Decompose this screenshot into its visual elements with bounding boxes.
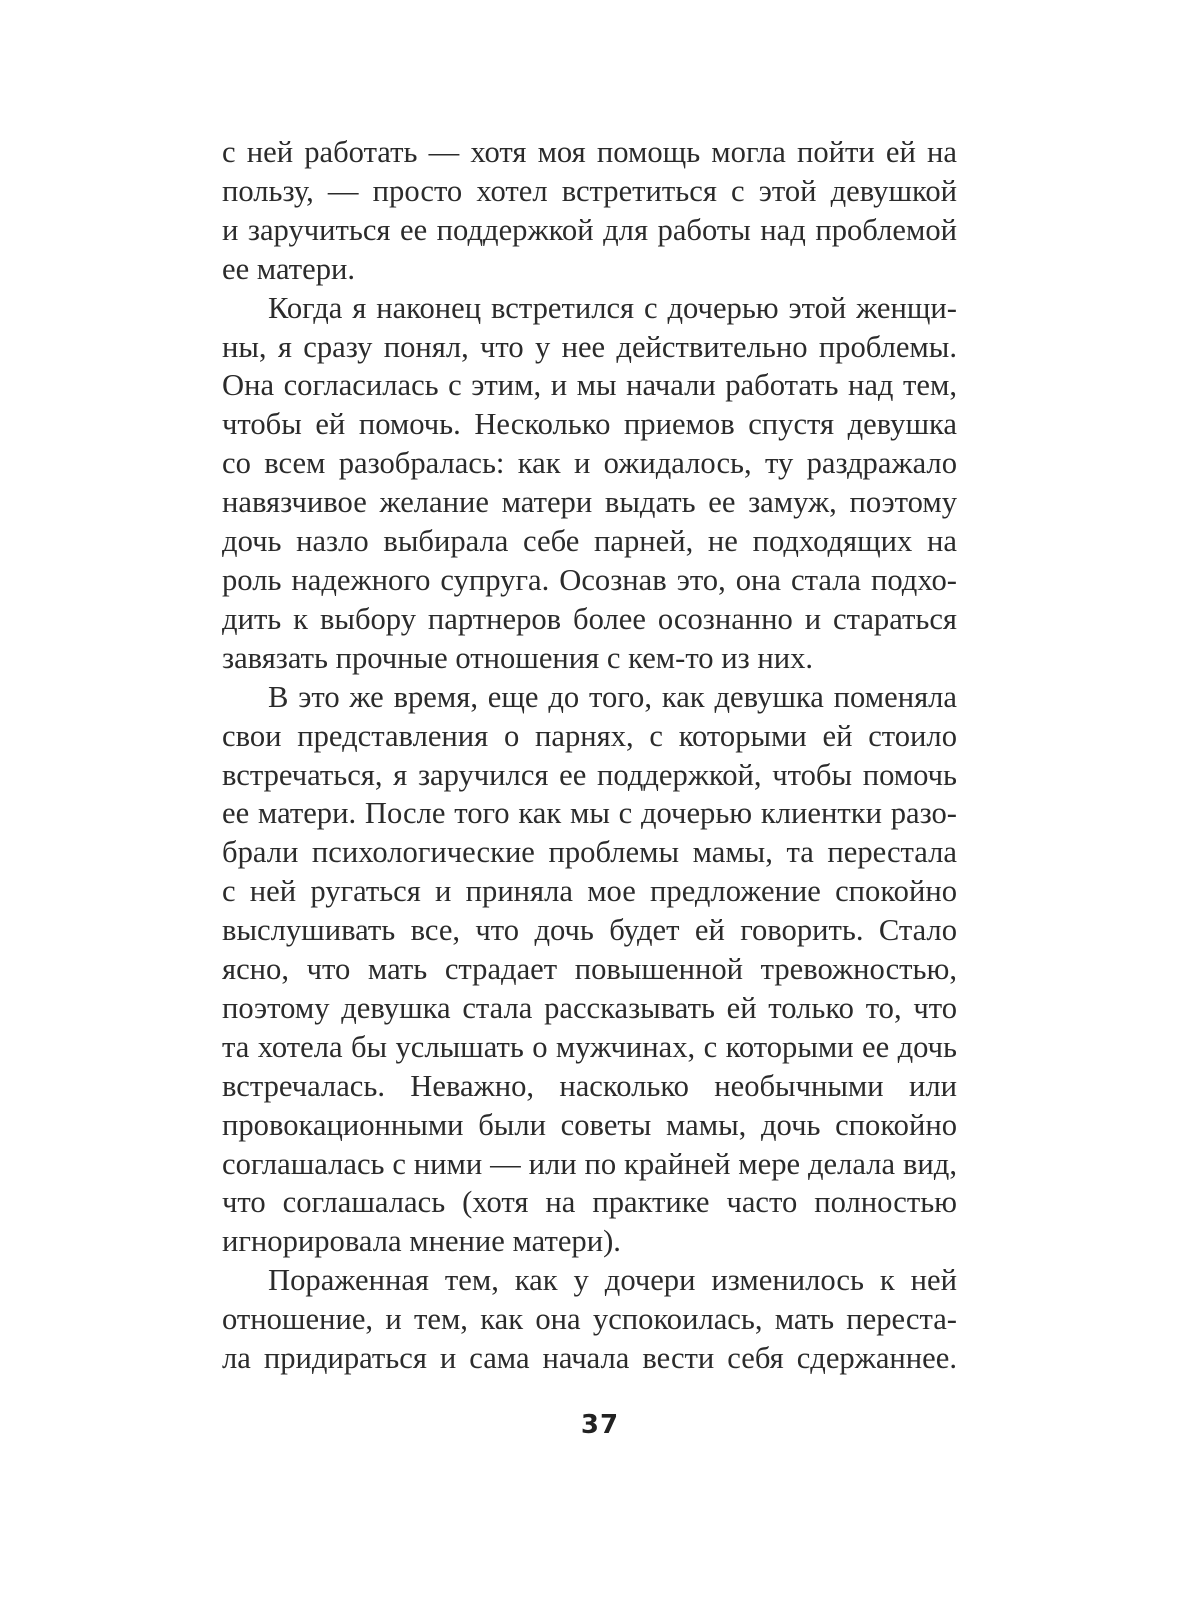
text-line: выслушивать все, что дочь будет ей говорить. Стало (222, 913, 957, 948)
text-line: завязать прочные отношения с кем-то из них. (222, 640, 814, 675)
text-line: В это же время, еще до того, как девушка поменяла (268, 679, 957, 714)
text-line: с ней ругаться и приняла мое предложение спокойно (222, 874, 957, 909)
text-line: отношение, и тем, как она успокоилась, мать переста- (222, 1302, 957, 1337)
text-line: Пораженная тем, как у дочери изменилось к ней (268, 1263, 957, 1298)
text-line: роль надежного супруга. Осознав это, она стала подхо- (222, 562, 957, 597)
paragraph-1 (222, 133, 957, 289)
text-line: ны, я сразу понял, что у нее действительно проблемы. (222, 329, 957, 364)
text-line: дить к выбору партнеров более осознанно и стараться (222, 601, 957, 636)
text-line: соглашалась с ними — или по крайней мере делала вид, (222, 1146, 957, 1181)
text-line: Она согласилась с этим, и мы начали работать над тем, (222, 368, 957, 403)
text-line: со всем разобралась: как и ожидалось, ту раздражало (222, 446, 957, 481)
text-line: ее матери. После того как мы с дочерью клиентки разо- (222, 796, 957, 831)
text-line: Когда я наконец встретился с дочерью этой женщи- (268, 290, 957, 325)
paragraph-2 (222, 289, 957, 678)
text-line: навязчивое желание матери выдать ее замуж, поэтому (222, 485, 957, 520)
text-line: пользу, — просто хотел встретиться с этой девушкой (222, 173, 957, 208)
text-line: ясно, что мать страдает повышенной тревожностью, (222, 952, 957, 987)
paragraph-4 (222, 1261, 957, 1378)
text-line: игнорировала мнение матери). (222, 1224, 621, 1259)
paragraph-3 (222, 678, 957, 1262)
text-line: поэтому девушка стала рассказывать ей только то, что (222, 990, 957, 1025)
text-line: что соглашалась (хотя на практике часто полностью (222, 1185, 957, 1220)
body-text (222, 133, 957, 1378)
text-line: встречалась. Неважно, насколько необычными или (222, 1068, 957, 1103)
text-line: и заручиться ее поддержкой для работы над проблемой (222, 212, 957, 247)
text-line: чтобы ей помочь. Несколько приемов спустя девушка (222, 407, 957, 442)
text-line: ее матери. (222, 251, 356, 286)
text-line: дочь назло выбирала себе парней, не подходящих на (222, 524, 957, 559)
text-line: провокационными были советы мамы, дочь спокойно (222, 1107, 957, 1142)
page-number: 37 (580, 1410, 620, 1440)
text-line: та хотела бы услышать о мужчинах, с которыми ее дочь (222, 1029, 957, 1064)
text-line: встречаться, я заручился ее поддержкой, чтобы помочь (222, 757, 957, 792)
text-line: с ней работать — хотя моя помощь могла пойти ей на (222, 135, 957, 169)
text-line: свои представления о парнях, с которыми ей стоило (222, 718, 957, 753)
text-line: ла придираться и сама начала вести себя сдержаннее. (222, 1341, 957, 1376)
text-line: брали психологические проблемы мамы, та перестала (222, 835, 957, 870)
